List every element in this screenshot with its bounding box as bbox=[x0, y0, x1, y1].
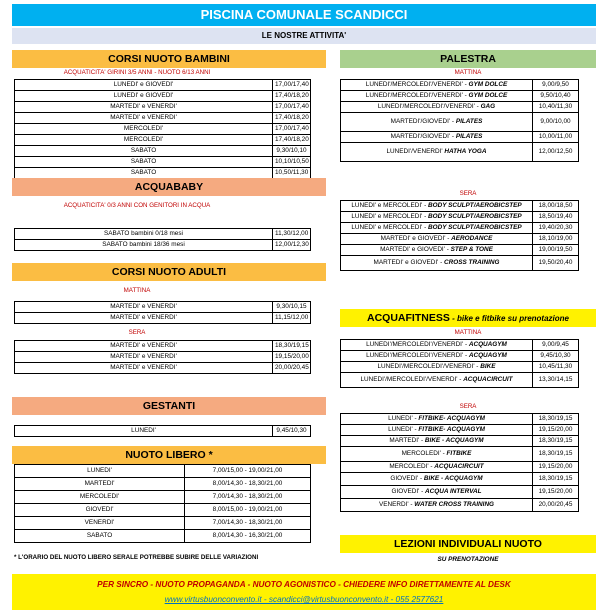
row-time: 19,15/20,00 bbox=[273, 352, 311, 363]
row-activity-name: ACQUAGYM bbox=[468, 341, 507, 348]
table-row bbox=[341, 351, 579, 362]
row-activity-name: CROSS TRAINING bbox=[444, 259, 500, 266]
table-row bbox=[15, 91, 311, 102]
row-activity-name: ACQUACIRCUIT bbox=[434, 463, 484, 470]
row-day: GIOVEDI' bbox=[15, 504, 185, 517]
table-row bbox=[341, 340, 579, 351]
row-activity-name: AERODANCE bbox=[451, 235, 493, 242]
table-row bbox=[15, 517, 311, 530]
row-activity-name: BIKE - ACQUAGYM bbox=[423, 475, 483, 482]
table-row bbox=[341, 132, 579, 143]
table-row bbox=[15, 465, 311, 478]
row-day: LUNEDI'/MERCOLEDI'/VENERDI' - bbox=[366, 341, 469, 348]
row-time: 20,00/20,45 bbox=[533, 499, 579, 512]
row-activity bbox=[341, 143, 533, 162]
row-activity-name: FITBIKE bbox=[446, 450, 472, 457]
table-row bbox=[341, 462, 579, 473]
row-time: 7,00/14,30 - 18,30/21,00 bbox=[185, 517, 311, 530]
row-time: 18,10/19,00 bbox=[533, 234, 579, 245]
row-day: LUNEDI' e GIOVEDI' bbox=[15, 80, 273, 91]
table-row bbox=[15, 504, 311, 517]
row-day: MARTEDI' bbox=[15, 478, 185, 491]
row-day: LUNEDI' bbox=[15, 426, 273, 437]
acquafitness-sera-table bbox=[340, 413, 579, 512]
row-time: 10,45/11,30 bbox=[533, 362, 579, 373]
row-day: LUNEDI'/MERCOLEDI'/VENERDI' - bbox=[366, 352, 469, 359]
table-row bbox=[341, 201, 579, 212]
row-day: LUNEDI' e MERCOLEDI' - bbox=[351, 224, 429, 231]
table-row bbox=[15, 135, 311, 146]
row-activity bbox=[341, 499, 533, 512]
row-day: LUNEDI'/MERCOLEDI'/VENERDI' - bbox=[365, 81, 469, 88]
row-activity-name: BODY SCULPT/AEROBICSTEP bbox=[428, 213, 522, 220]
table-row bbox=[341, 447, 579, 462]
table-row bbox=[15, 80, 311, 91]
row-time: 19,15/20,00 bbox=[533, 486, 579, 499]
table-row bbox=[341, 102, 579, 113]
row-activity bbox=[341, 113, 533, 132]
table-row bbox=[341, 80, 579, 91]
row-day: MERCOLEDI' bbox=[15, 491, 185, 504]
row-day: MARTEDI' - bbox=[389, 437, 425, 444]
row-day: MARTEDI' e GIOVEDI' - bbox=[373, 259, 445, 266]
corsi-adulti-mattina-table bbox=[14, 301, 311, 324]
row-time: 9,45/10,30 bbox=[273, 426, 311, 437]
row-activity bbox=[341, 425, 533, 436]
row-day: MARTEDI'/GIOVEDI' - bbox=[390, 133, 456, 140]
table-row bbox=[341, 414, 579, 425]
table-row bbox=[341, 373, 579, 388]
nuoto-libero-footnote: * L'ORARIO DEL NUOTO LIBERO SERALE POTREBBE SUBIRE DELLE VARIAZIONI bbox=[14, 554, 259, 561]
row-activity-name: HATHA YOGA bbox=[444, 148, 487, 155]
acquafitness-mattina-table bbox=[340, 339, 579, 388]
footer-info: PER SINCRO - NUOTO PROPAGANDA - NUOTO AGONISTICO - CHIEDERE INFO DIRETTAMENTE AL DESK bbox=[97, 580, 511, 589]
row-day: MERCOLEDI' bbox=[15, 124, 273, 135]
row-day: MERCOLEDI' - bbox=[401, 450, 447, 457]
row-activity bbox=[341, 132, 533, 143]
row-activity bbox=[341, 436, 533, 447]
row-activity bbox=[341, 373, 533, 388]
row-activity-name: GYM DOLCE bbox=[468, 81, 508, 88]
corsi-adulti-sera-table bbox=[14, 340, 311, 374]
row-activity-name: FITBIKE- ACQUAGYM bbox=[418, 426, 485, 433]
row-day: MERCOLEDI' - bbox=[389, 463, 435, 470]
table-row bbox=[15, 491, 311, 504]
row-time: 20,00/20,45 bbox=[273, 363, 311, 374]
row-activity-name: ACQUA INTERVAL bbox=[425, 488, 482, 495]
table-row bbox=[15, 352, 311, 363]
acquafitness-title: ACQUAFITNESS bbox=[367, 312, 450, 324]
row-day: SABATO bambini 0/18 mesi bbox=[15, 229, 273, 240]
row-time: 10,00/11,00 bbox=[533, 132, 579, 143]
row-activity bbox=[341, 223, 533, 234]
corsi-adulti-sera-label: SERA bbox=[128, 329, 146, 336]
row-activity bbox=[341, 201, 533, 212]
acquafitness-subtitle: - bike e fitbike su prenotazione bbox=[449, 314, 569, 323]
table-row bbox=[15, 229, 311, 240]
row-time: 9,30/10,10 bbox=[273, 146, 311, 157]
table-row bbox=[341, 473, 579, 486]
table-row bbox=[341, 362, 579, 373]
row-time: 19,50/20,40 bbox=[533, 256, 579, 271]
row-day: MARTEDI' e GIOVEDI' - bbox=[380, 246, 451, 253]
row-time: 19,15/20,00 bbox=[533, 462, 579, 473]
nuoto-libero-header: NUOTO LIBERO * bbox=[12, 446, 326, 464]
row-day: GIOVEDI' - bbox=[391, 488, 426, 495]
row-activity bbox=[341, 234, 533, 245]
row-time: 13,30/14,15 bbox=[533, 373, 579, 388]
table-row bbox=[15, 168, 311, 179]
row-activity bbox=[341, 91, 533, 102]
row-activity bbox=[341, 351, 533, 362]
row-time: 12,00/12,30 bbox=[273, 240, 311, 251]
row-activity-name: FITBIKE- ACQUAGYM bbox=[418, 415, 485, 422]
corsi-adulti-mattina-label: MATTINA bbox=[123, 287, 151, 294]
table-row bbox=[15, 113, 311, 124]
row-day: SABATO bbox=[15, 168, 273, 179]
row-activity-name: BIKE bbox=[480, 363, 496, 370]
palestra-sera-label: SERA bbox=[459, 190, 477, 197]
row-activity-name: ACQUACIRCUIT bbox=[463, 376, 513, 383]
row-time: 11,30/12,00 bbox=[273, 229, 311, 240]
row-time: 17,40/18,20 bbox=[273, 135, 311, 146]
row-activity bbox=[341, 473, 533, 486]
footer-contacts[interactable]: www.virtusbuonconvento.it - scandicci@virtusbuonconvento.it - 055 2577621 bbox=[164, 595, 444, 604]
row-activity-name: GAG bbox=[480, 103, 496, 110]
row-activity bbox=[341, 462, 533, 473]
row-activity bbox=[341, 102, 533, 113]
row-activity bbox=[341, 414, 533, 425]
row-activity bbox=[341, 212, 533, 223]
palestra-sera-table bbox=[340, 200, 579, 271]
row-time: 19,00/19,50 bbox=[533, 245, 579, 256]
table-row bbox=[341, 223, 579, 234]
row-day: MARTEDI' e VENERDI' bbox=[15, 102, 273, 113]
row-time: 18,30/19,15 bbox=[533, 447, 579, 462]
row-time: 11,15/12,00 bbox=[273, 313, 311, 324]
row-day: SABATO bbox=[15, 157, 273, 168]
palestra-header: PALESTRA bbox=[340, 50, 596, 68]
table-row bbox=[15, 341, 311, 352]
row-activity bbox=[341, 362, 533, 373]
row-day: MARTEDI' e VENERDI' bbox=[15, 352, 273, 363]
row-day: SABATO bbox=[15, 530, 185, 543]
row-time: 18,30/19,15 bbox=[533, 436, 579, 447]
table-row bbox=[341, 436, 579, 447]
page-title: PISCINA COMUNALE SCANDICCI bbox=[12, 4, 596, 26]
table-row bbox=[341, 212, 579, 223]
corsi-adulti-header: CORSI NUOTO ADULTI bbox=[12, 263, 326, 281]
row-day: SABATO bambini 18/36 mesi bbox=[15, 240, 273, 251]
row-time: 18,30/19,15 bbox=[533, 414, 579, 425]
table-row bbox=[15, 530, 311, 543]
row-day: LUNEDI'/MERCOLEDI'/VENERDI' - bbox=[377, 363, 481, 370]
row-day: LUNEDI'/VENERDI' bbox=[386, 148, 445, 155]
palestra-mattina-label: MATTINA bbox=[454, 69, 482, 76]
row-time: 10,50/11,30 bbox=[273, 168, 311, 179]
acquababy-table bbox=[14, 228, 311, 251]
row-activity-name: WATER CROSS TRAINING bbox=[414, 501, 495, 508]
row-day: MARTEDI' e VENERDI' bbox=[15, 113, 273, 124]
acquafitness-mattina-label: MATTINA bbox=[454, 329, 482, 336]
table-row bbox=[341, 113, 579, 132]
lezioni-note: SU PRENOTAZIONE bbox=[437, 556, 499, 563]
acquababy-header: ACQUABABY bbox=[12, 178, 326, 196]
row-time: 9,30/10,15 bbox=[273, 302, 311, 313]
table-row bbox=[341, 425, 579, 436]
row-activity-name: BODY SCULPT/AEROBICSTEP bbox=[428, 202, 522, 209]
row-activity-name: ACQUAGYM bbox=[468, 352, 507, 359]
row-day: MARTEDI' e VENERDI' bbox=[15, 341, 273, 352]
row-time: 9,00/9,45 bbox=[533, 340, 579, 351]
table-row bbox=[341, 234, 579, 245]
table-row bbox=[341, 245, 579, 256]
row-activity bbox=[341, 447, 533, 462]
row-time: 9,50/10,40 bbox=[533, 91, 579, 102]
row-time: 18,30/19,15 bbox=[273, 341, 311, 352]
table-row bbox=[15, 426, 311, 437]
corsi-bambini-table bbox=[14, 79, 311, 179]
row-day: LUNEDI' - bbox=[388, 426, 419, 433]
table-row bbox=[15, 102, 311, 113]
row-time: 19,15/20,00 bbox=[533, 425, 579, 436]
row-day: LUNEDI' e MERCOLEDI' - bbox=[351, 213, 429, 220]
row-time: 17,00/17,40 bbox=[273, 80, 311, 91]
row-day: LUNEDI'/MERCOLEDI'/VENERDI' - bbox=[377, 103, 481, 110]
table-row bbox=[15, 146, 311, 157]
row-day: VENERDI' bbox=[15, 517, 185, 530]
row-activity-name: PILATES bbox=[455, 133, 483, 140]
table-row bbox=[15, 302, 311, 313]
row-time: 9,45/10,30 bbox=[533, 351, 579, 362]
nuoto-libero-table bbox=[14, 464, 311, 543]
row-day: LUNEDI' e GIOVEDI' bbox=[15, 91, 273, 102]
row-time: 18,00/18,50 bbox=[533, 201, 579, 212]
row-day: GIOVEDI' - bbox=[390, 475, 424, 482]
row-day: LUNEDI'/MERCOLEDI'/VENERDI' - bbox=[365, 92, 469, 99]
table-row bbox=[341, 486, 579, 499]
row-time: 17,00/17,40 bbox=[273, 124, 311, 135]
row-activity-name: BODY SCULPT/AEROBICSTEP bbox=[428, 224, 522, 231]
acquababy-note: ACQUATICITA' 0/3 ANNI CON GENITORI IN ACQUA bbox=[63, 202, 211, 209]
row-time: 8,00/15,00 - 19,00/21,00 bbox=[185, 504, 311, 517]
acquafitness-header bbox=[340, 309, 596, 327]
row-time: 7,00/15,00 - 19,00/21,00 bbox=[185, 465, 311, 478]
row-time: 17,00/17,40 bbox=[273, 102, 311, 113]
row-activity-name: BIKE - ACQUAGYM bbox=[424, 437, 484, 444]
row-time: 10,40/11,30 bbox=[533, 102, 579, 113]
row-day: MARTEDI'/GIOVEDI' - bbox=[390, 118, 456, 125]
row-activity-name: GYM DOLCE bbox=[468, 92, 508, 99]
row-time: 7,00/14,30 - 18,30/21,00 bbox=[185, 491, 311, 504]
row-day: LUNEDI'/MERCOLEDI'/VENERDI' - bbox=[360, 376, 464, 383]
palestra-mattina-table bbox=[340, 79, 579, 162]
table-row bbox=[15, 157, 311, 168]
row-time: 18,50/19,40 bbox=[533, 212, 579, 223]
table-row bbox=[15, 124, 311, 135]
row-day: MARTEDI' e VENERDI' bbox=[15, 313, 273, 324]
table-row bbox=[15, 240, 311, 251]
gestanti-table bbox=[14, 425, 311, 437]
lezioni-header: LEZIONI INDIVIDUALI NUOTO bbox=[340, 535, 596, 553]
row-day: MARTEDI' e GIOVEDI' - bbox=[380, 235, 452, 242]
row-day: LUNEDI' e MERCOLEDI' - bbox=[351, 202, 429, 209]
row-activity bbox=[341, 486, 533, 499]
row-day: MARTEDI' e VENERDI' bbox=[15, 363, 273, 374]
acquafitness-sera-label: SERA bbox=[459, 403, 477, 410]
corsi-bambini-note: ACQUATICITA' GIRINI 3/5 ANNI - NUOTO 6/13 ANNI bbox=[63, 69, 211, 76]
row-time: 17,40/18,20 bbox=[273, 113, 311, 124]
row-activity bbox=[341, 245, 533, 256]
row-day: MERCOLEDI' bbox=[15, 135, 273, 146]
table-row bbox=[341, 256, 579, 271]
gestanti-header: GESTANTI bbox=[12, 397, 326, 415]
row-day: LUNEDI' bbox=[15, 465, 185, 478]
row-day: LUNEDI' - bbox=[388, 415, 419, 422]
table-row bbox=[341, 143, 579, 162]
row-activity-name: STEP & TONE bbox=[450, 246, 493, 253]
corsi-bambini-header: CORSI NUOTO BAMBINI bbox=[12, 50, 326, 68]
row-time: 9,00/10,00 bbox=[533, 113, 579, 132]
table-row bbox=[15, 478, 311, 491]
table-row bbox=[15, 363, 311, 374]
row-day: SABATO bbox=[15, 146, 273, 157]
row-activity bbox=[341, 340, 533, 351]
footer-banner bbox=[12, 574, 596, 610]
row-time: 8,00/14,30 - 16,30/21,00 bbox=[185, 530, 311, 543]
table-row bbox=[341, 499, 579, 512]
row-activity bbox=[341, 80, 533, 91]
row-activity-name: PILATES bbox=[455, 118, 483, 125]
table-row bbox=[15, 313, 311, 324]
row-time: 9,00/9,50 bbox=[533, 80, 579, 91]
row-time: 10,10/10,50 bbox=[273, 157, 311, 168]
row-day: VENERDI' - bbox=[378, 501, 415, 508]
row-time: 12,00/12,50 bbox=[533, 143, 579, 162]
row-time: 19,40/20,30 bbox=[533, 223, 579, 234]
table-row bbox=[341, 91, 579, 102]
page-subtitle: LE NOSTRE ATTIVITA' bbox=[12, 28, 596, 44]
row-time: 8,00/14,30 - 18,30/21,00 bbox=[185, 478, 311, 491]
row-time: 17,40/18,20 bbox=[273, 91, 311, 102]
row-day: MARTEDI' e VENERDI' bbox=[15, 302, 273, 313]
row-time: 18,30/19,15 bbox=[533, 473, 579, 486]
row-activity bbox=[341, 256, 533, 271]
